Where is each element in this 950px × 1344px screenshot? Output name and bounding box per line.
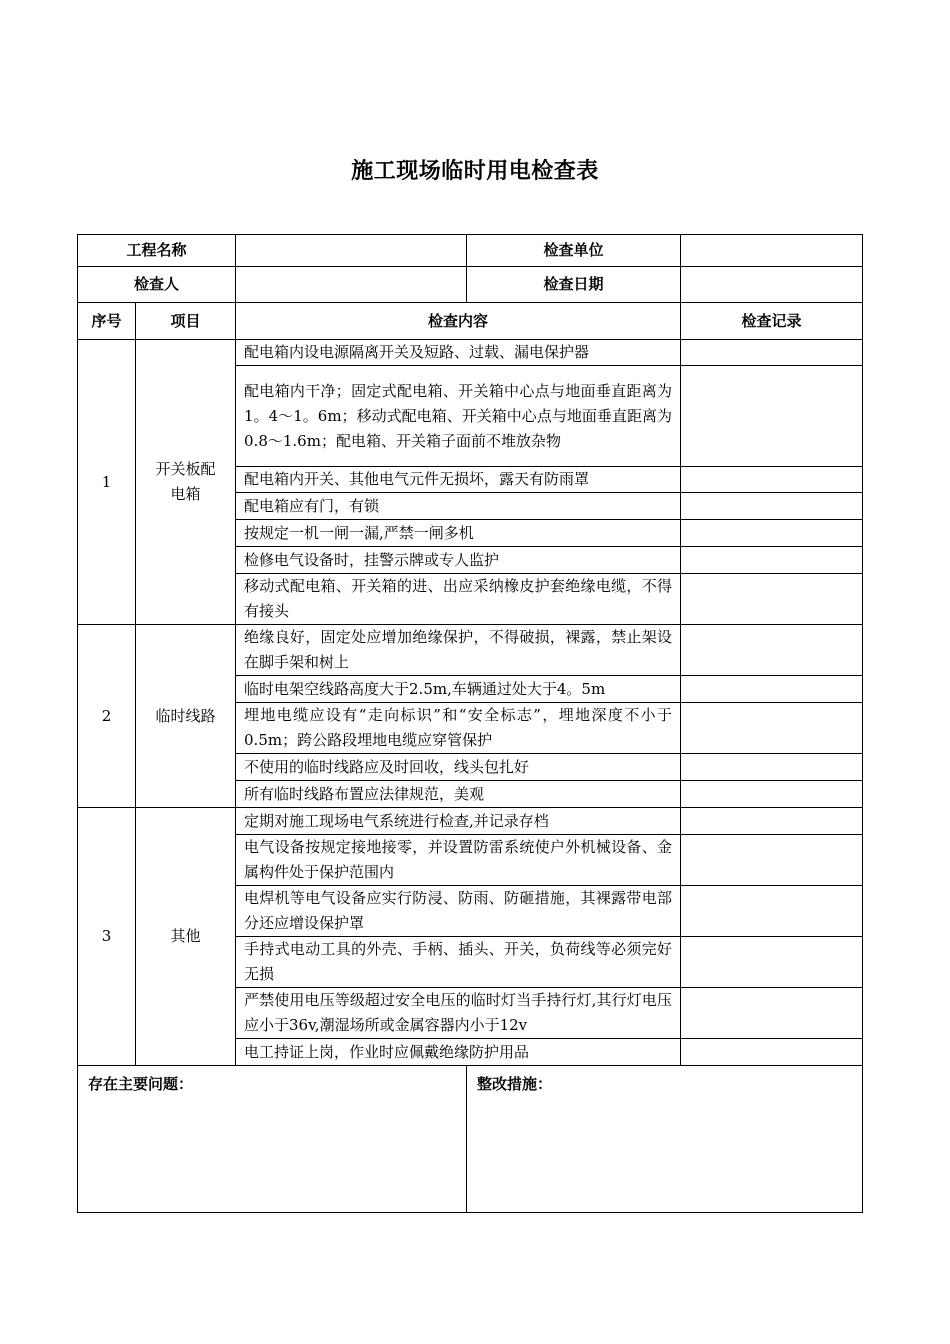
check-content: 电气设备按规定接地接零，并设置防雷系统使户外机械设备、金属构件处于保护范围内: [236, 835, 681, 886]
check-record-field[interactable]: [681, 467, 863, 493]
check-content: 定期对施工现场电气系统进行检查,并记录存档: [236, 808, 681, 835]
check-content: 移动式配电箱、开关箱的进、出应采纳橡皮护套绝缘电缆，不得有接头: [236, 574, 681, 625]
footer-row: [78, 1066, 863, 1213]
section-number: 1: [78, 340, 136, 625]
col-content-header: 检查内容: [236, 303, 681, 340]
check-content: 不使用的临时线路应及时回收，线头包扎好: [236, 754, 681, 781]
table-row: [78, 625, 863, 676]
check-content: 临时电架空线路高度大于2.5m,车辆通过处大于4。5m: [236, 676, 681, 703]
inspection-table: [77, 234, 863, 1213]
inspect-unit-field[interactable]: [681, 235, 863, 267]
check-content: 配电箱内开关、其他电气元件无损坏，露天有防雨罩: [236, 467, 681, 493]
check-record-field[interactable]: [681, 340, 863, 366]
check-record-field[interactable]: [681, 886, 863, 937]
inspect-unit-label: 检查单位: [467, 235, 681, 267]
check-record-field[interactable]: [681, 574, 863, 625]
check-record-field[interactable]: [681, 937, 863, 988]
section-number: 2: [78, 625, 136, 808]
inspect-date-field[interactable]: [681, 267, 863, 303]
table-row: [78, 808, 863, 835]
section-number: 3: [78, 808, 136, 1066]
page-title: 施工现场临时用电检查表: [351, 159, 599, 184]
col-no-header: 序号: [78, 303, 136, 340]
header-row-project: [78, 235, 863, 267]
section-item: 开关板配电箱: [136, 340, 236, 625]
inspector-label: 检查人: [78, 267, 236, 303]
header-row-inspector: [78, 267, 863, 303]
check-content: 严禁使用电压等级超过安全电压的临时灯当手持行灯,其行灯电压应小于36v,潮湿场所或金属容器内小于12v: [236, 988, 681, 1039]
check-content: 电工持证上岗，作业时应佩戴绝缘防护用品: [236, 1039, 681, 1066]
check-content: 配电箱内设电源隔离开关及短路、过载、漏电保护器: [236, 340, 681, 366]
check-record-field[interactable]: [681, 1039, 863, 1066]
check-content: 按规定一机一闸一漏,严禁一闸多机: [236, 520, 681, 547]
section-item: 其他: [136, 808, 236, 1066]
project-name-field[interactable]: [236, 235, 467, 267]
check-content: 配电箱应有门，有锁: [236, 493, 681, 520]
problems-field[interactable]: [78, 1066, 467, 1213]
inspector-field[interactable]: [236, 267, 467, 303]
check-content: 电焊机等电气设备应实行防浸、防雨、防砸措施，其裸露带电部分还应增设保护罩: [236, 886, 681, 937]
check-content: 绝缘良好，固定处应增加绝缘保护，不得破损，裸露，禁止架设在脚手架和树上: [236, 625, 681, 676]
check-record-field[interactable]: [681, 835, 863, 886]
check-content: 手持式电动工具的外壳、手柄、插头、开关，负荷线等必须完好无损: [236, 937, 681, 988]
check-record-field[interactable]: [681, 676, 863, 703]
check-record-field[interactable]: [681, 493, 863, 520]
problems-label: 存在主要问题：: [88, 1075, 194, 1093]
table-row: [78, 340, 863, 366]
check-record-field[interactable]: [681, 781, 863, 808]
check-record-field[interactable]: [681, 625, 863, 676]
check-record-field[interactable]: [681, 547, 863, 574]
check-record-field[interactable]: [681, 366, 863, 467]
col-item-header: 项目: [136, 303, 236, 340]
measures-field[interactable]: [467, 1066, 863, 1213]
column-header-row: [78, 303, 863, 340]
check-record-field[interactable]: [681, 988, 863, 1039]
inspect-date-label: 检查日期: [467, 267, 681, 303]
measures-label: 整改措施：: [477, 1075, 553, 1093]
check-record-field[interactable]: [681, 520, 863, 547]
col-record-header: 检查记录: [681, 303, 863, 340]
check-record-field[interactable]: [681, 808, 863, 835]
project-name-label: 工程名称: [78, 235, 236, 267]
check-content: 检修电气设备时，挂警示牌或专人监护: [236, 547, 681, 574]
section-item: 临时线路: [136, 625, 236, 808]
check-content: 埋地电缆应设有“走向标识”和“安全标志”，埋地深度不小于0.5m；跨公路段埋地电缆应穿管保护: [236, 703, 681, 754]
check-record-field[interactable]: [681, 754, 863, 781]
check-record-field[interactable]: [681, 703, 863, 754]
check-content: 所有临时线路布置应法律规范，美观: [236, 781, 681, 808]
check-content: 配电箱内干净；固定式配电箱、开关箱中心点与地面垂直距离为1。4～1。6m；移动式配电箱、开关箱中心点与地面垂直距离为0.8～1.6m；配电箱、开关箱子面前不堆放杂物: [236, 366, 681, 467]
